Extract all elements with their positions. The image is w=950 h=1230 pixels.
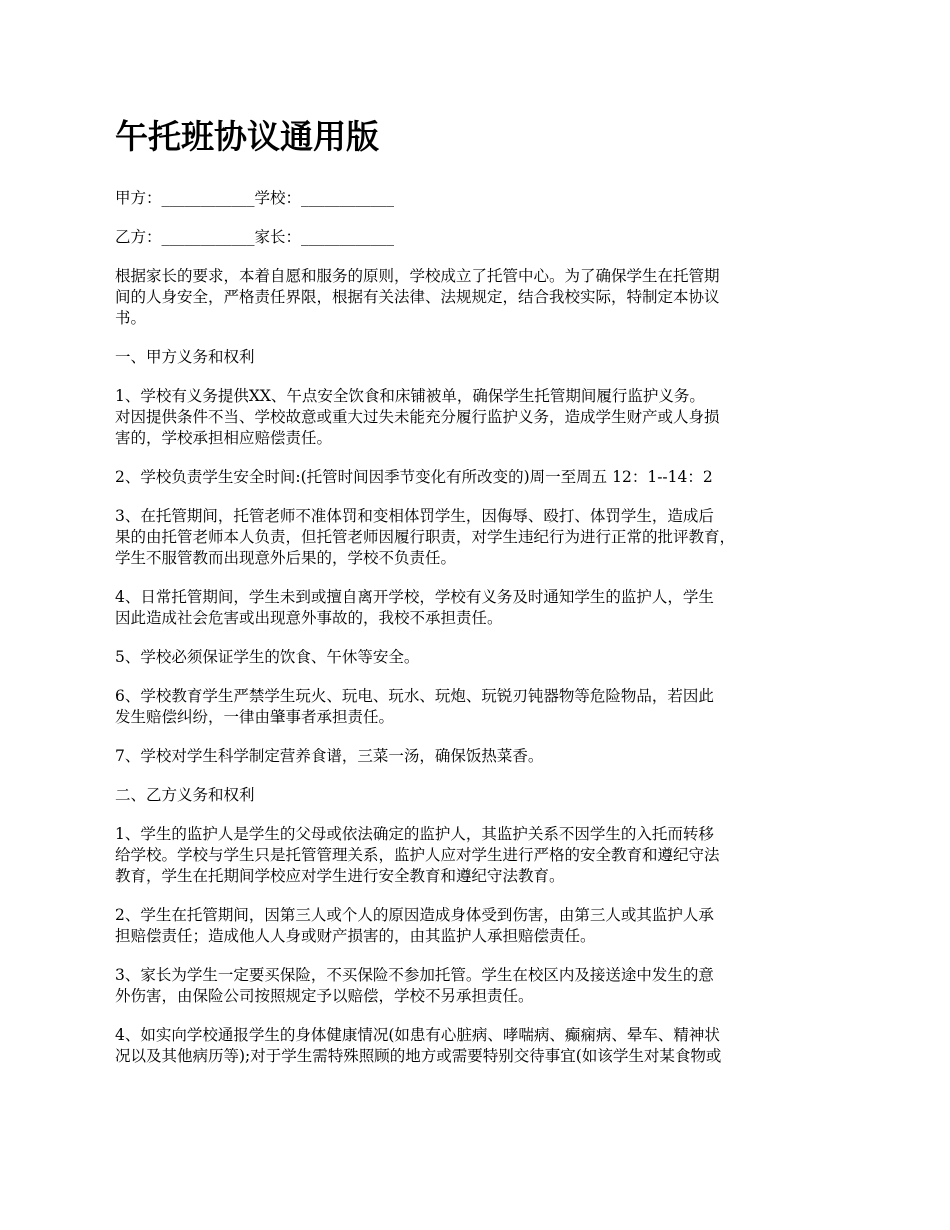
text-line: 2、学生在托管期间，因第三人或个人的原因造成身体受到伤害，由第三人或其监护人承 <box>115 906 714 924</box>
clause-b-1 <box>115 824 845 887</box>
text-line: 担赔偿责任；造成他人人身或财产损害的，由其监护人承担赔偿责任。 <box>115 927 596 945</box>
text-line: 间的人身安全，严格责任界限，根据有关法律、法规规定，结合我校实际，特制定本协议 <box>115 288 720 306</box>
text-line: 根据家长的要求，本着自愿和服务的原则，学校成立了托管中心。为了确保学生在托管期 <box>115 267 720 285</box>
text-line: 果的由托管老师本人负责，但托管老师因履行职责，对学生违纪行为进行正常的批评教育， <box>115 528 736 546</box>
clause-a-7 <box>115 746 845 767</box>
text-line: 1、学生的监护人是学生的父母或依法确定的监护人，其监护关系不因学生的入托而转移 <box>115 825 714 843</box>
clause-a-4 <box>115 587 845 629</box>
text-line: 对因提供条件不当、学校故意或重大过失未能充分履行监护义务，造成学生财产或人身损 <box>115 408 720 426</box>
text-line: 况以及其他病历等);对于学生需特殊照顾的地方或需要特别交待事宜(如该学生对某食物或 <box>115 1047 722 1065</box>
clause-a-2 <box>115 467 845 488</box>
section-heading-party-a <box>115 347 845 368</box>
clause-b-3 <box>115 965 845 1007</box>
document-title: 午托班协议通用版 <box>115 117 379 156</box>
text-line: 害的，学校承担相应赔偿责任。 <box>115 429 333 447</box>
text-line: 学生不服管教而出现意外后果的，学校不负责任。 <box>115 549 457 567</box>
text-line: 6、学校教育学生严禁学生玩火、玩电、玩水、玩炮、玩锐刃钝器物等危险物品，若因此 <box>115 687 714 705</box>
text-line: 一、甲方义务和权利 <box>115 348 255 366</box>
text-line: 书。 <box>115 309 147 327</box>
document-page <box>115 108 845 1085</box>
text-line: 发生赔偿纠纷，一律由肇事者承担责任。 <box>115 708 395 726</box>
text-line: 二、乙方义务和权利 <box>115 786 255 804</box>
text-line: 7、学校对学生科学制定营养食谱，三菜一汤，确保饭热菜香。 <box>115 747 544 765</box>
text-line: 甲方：____________学校：____________ <box>115 189 395 207</box>
text-line: 教育，学生在托期间学校应对学生进行安全教育和遵纪守法教育。 <box>115 867 565 885</box>
clause-a-5 <box>115 647 845 668</box>
clause-a-6 <box>115 686 845 728</box>
text-line: 4、日常托管期间，学生未到或擅自离开学校，学校有义务及时通知学生的监护人，学生 <box>115 588 714 606</box>
text-line: 给学校。学校与学生只是托管管理关系，监护人应对学生进行严格的安全教育和遵纪守法 <box>115 846 720 864</box>
text-line: 外伤害，由保险公司按照规定予以赔偿，学校不另承担责任。 <box>115 987 534 1005</box>
clause-b-4 <box>115 1025 845 1067</box>
text-line: 4、如实向学校通报学生的身体健康情况(如患有心脏病、哮喘病、癫痫病、晕车、精神状 <box>115 1026 720 1044</box>
clause-b-2 <box>115 905 845 947</box>
text-line: 1、学校有义务提供XX、午点安全饮食和床铺被单，确保学生托管期间履行监护义务。 <box>115 387 705 405</box>
party-b-line <box>115 227 845 248</box>
clause-a-1 <box>115 386 845 449</box>
text-line: 因此造成社会危害或出现意外事故的，我校不承担责任。 <box>115 609 503 627</box>
text-line: 3、家长为学生一定要买保险，不买保险不参加托管。学生在校区内及接送途中发生的意 <box>115 966 714 984</box>
text-line: 3、在托管期间，托管老师不准体罚和变相体罚学生，因侮辱、殴打、体罚学生，造成后 <box>115 507 714 525</box>
text-line: 5、学校必须保证学生的饮食、午休等安全。 <box>115 648 420 666</box>
party-a-line <box>115 188 845 209</box>
section-heading-party-b <box>115 785 845 806</box>
text-line: 2、学校负责学生安全时间:(托管时间因季节变化有所改变的)周一至周五 12：1--14：2 <box>115 468 713 486</box>
intro-paragraph <box>115 266 845 329</box>
clause-a-3 <box>115 506 845 569</box>
text-line: 乙方：____________家长：____________ <box>115 228 395 246</box>
